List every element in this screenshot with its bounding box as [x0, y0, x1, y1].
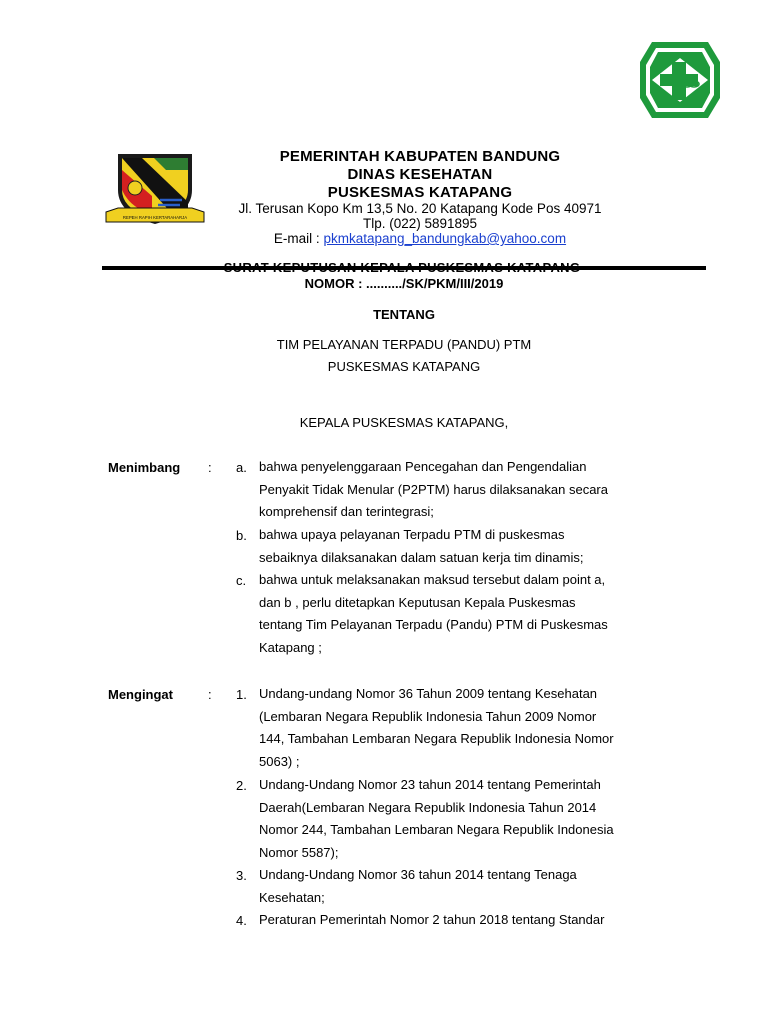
mengingat-label: Mengingat — [108, 687, 173, 702]
issuer-comma: , — [504, 415, 509, 430]
list-line: bahwa upaya pelayanan Terpadu PTM di puskesmas — [259, 527, 565, 542]
list-line: Peraturan Pemerintah Nomor 2 tahun 2018 tentang Standar — [259, 912, 605, 927]
list-line: sebaiknya dilaksanakan dalam satuan kerja tim dinamis; — [259, 549, 584, 565]
menimbang-item-b — [259, 524, 675, 569]
letterhead-address: Jl. Terusan Kopo Km 13,5 No. 20 Katapang Kode Pos 40971 — [238, 201, 602, 216]
list-line: Katapang ; — [259, 640, 322, 656]
mengingat-marker-3: 3. — [236, 868, 247, 883]
mengingat-marker-2: 2. — [236, 778, 247, 793]
issuer-name: KEPALA PUSKESMAS KATAPANG — [299, 415, 505, 430]
list-line: dan b , perlu ditetapkan Keputusan Kepala Puskesmas — [259, 594, 576, 610]
letterhead-department: DINAS KESEHATAN — [347, 166, 493, 183]
mengingat-marker-4: 4. — [236, 913, 247, 928]
list-line: Kesehatan; — [259, 889, 325, 905]
mengingat-item-3 — [259, 864, 675, 909]
subject-line-1: TIM PELAYANAN TERPADU (PANDU) PTM — [276, 337, 532, 352]
letterhead-government: PEMERINTAH KABUPATEN BANDUNG — [279, 148, 561, 165]
list-line: bahwa penyelenggaraan Pencegahan dan Pengendalian — [259, 459, 587, 474]
menimbang-marker-a: a. — [236, 460, 247, 475]
list-line: (Lembaran Negara Republik Indonesia Tahun 2009 Nomor — [259, 708, 597, 724]
list-line: Nomor 244, Tambahan Lembaran Negara Republik Indonesia — [259, 822, 614, 838]
list-line: Nomor 5587); — [259, 845, 339, 861]
list-line: tentang Tim Pelayanan Terpadu (Pandu) PTM di Puskesmas — [259, 617, 608, 633]
tentang-heading: TENTANG — [373, 307, 435, 322]
mengingat-item-4 — [259, 909, 675, 932]
email-link[interactable]: pkmkatapang_bandungkab@yahoo.com — [323, 231, 567, 246]
letterhead-divider — [102, 266, 706, 270]
kab-logo-banner-text: REPEH RAPIH KERTARAHARJA — [122, 215, 188, 220]
list-line: 144, Tambahan Lembaran Negara Republik Indonesia Nomor — [259, 731, 614, 747]
issuer-heading — [102, 415, 706, 430]
list-line: komprehensif dan terintegrasi; — [259, 504, 434, 520]
list-line: Undang-undang Nomor 36 Tahun 2009 tentang Kesehatan — [259, 686, 598, 701]
mengingat-item-1 — [259, 683, 675, 774]
letterhead-phone: Tlp. (022) 5891895 — [362, 216, 478, 231]
subject-line-2: PUSKESMAS KATAPANG — [327, 359, 481, 374]
menimbang-marker-b: b. — [236, 528, 247, 543]
menimbang-item-c — [259, 569, 675, 660]
letterhead-puskesmas: PUSKESMAS KATAPANG — [327, 184, 513, 201]
menimbang-marker-c: c. — [236, 573, 247, 588]
mengingat-item-2 — [259, 774, 675, 865]
list-line: Undang-Undang Nomor 23 tahun 2014 tentang Pemerintah — [259, 777, 601, 792]
mengingat-marker-1: 1. — [236, 687, 247, 702]
letterhead-email — [210, 231, 630, 246]
email-label: E-mail : — [273, 231, 324, 246]
puskesmas-emblem-icon — [638, 40, 722, 120]
list-line: Penyakit Tidak Menular (P2PTM) harus dilaksanakan secara — [259, 481, 608, 497]
menimbang-item-a — [259, 456, 675, 524]
kabupaten-bandung-emblem-icon — [104, 150, 206, 230]
mengingat-colon: : — [208, 687, 212, 702]
list-line: bahwa untuk melaksanakan maksud tersebut dalam point a, — [259, 572, 606, 587]
menimbang-colon: : — [208, 460, 212, 475]
list-line: Undang-Undang Nomor 36 tahun 2014 tentang Tenaga — [259, 867, 577, 882]
list-line: Daerah(Lembaran Negara Republik Indonesia Tahun 2014 — [259, 799, 597, 815]
list-line: 5063) ; — [259, 754, 300, 770]
decree-number: NOMOR : ........../SK/PKM/III/2019 — [304, 276, 504, 291]
menimbang-label: Menimbang — [108, 460, 181, 475]
